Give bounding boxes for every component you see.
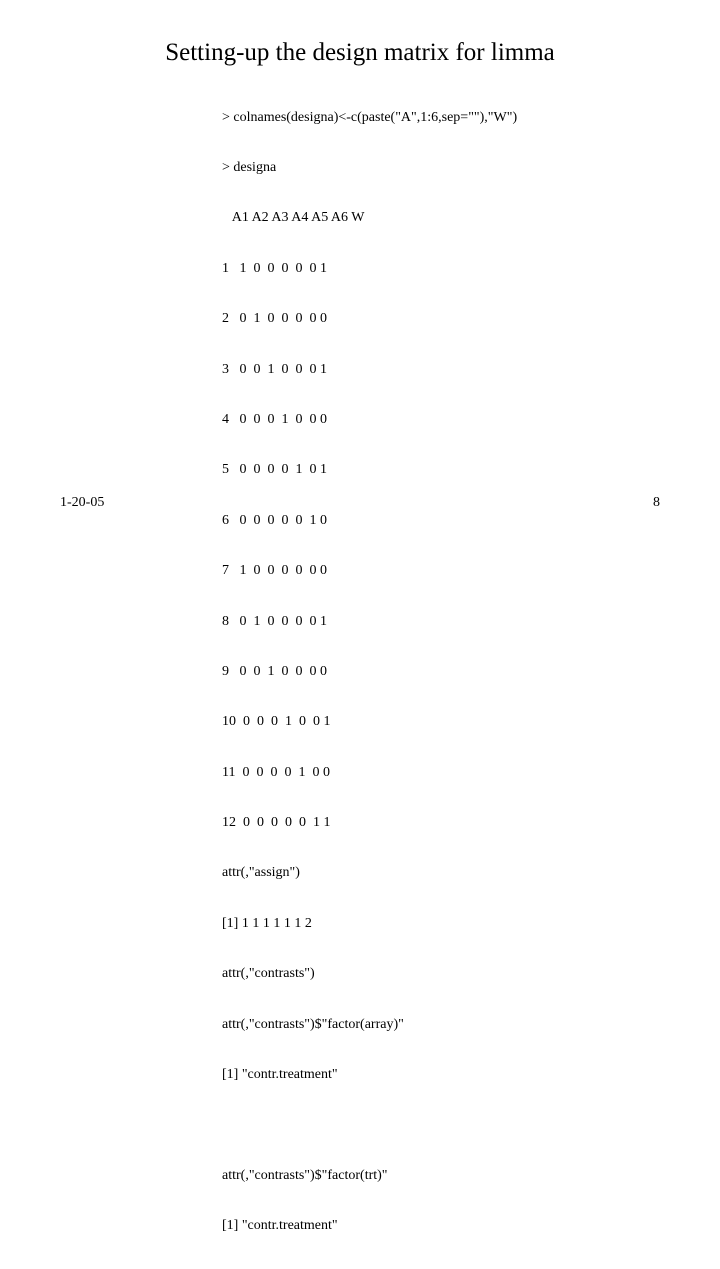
console-line: 2 0 1 0 0 0 0 0 [222,311,327,327]
console-line: 11 0 0 0 0 1 0 0 [222,764,330,780]
console-line: > colnames(designa)<-c(paste("A",1:6,sep=""),"W") [222,109,518,125]
console-line: 5 0 0 0 0 1 0 1 [222,462,327,478]
console-line: [1] "contr.treatment" [222,1067,338,1083]
console-line: 10 0 0 0 1 0 0 1 [222,714,331,730]
console-line: 4 0 0 0 1 0 0 0 [222,411,327,427]
console-line: 9 0 0 1 0 0 0 0 [222,663,327,679]
console-line: 8 0 1 0 0 0 0 1 [222,613,327,629]
console-line: A1 A2 A3 A4 A5 A6 W [222,210,365,226]
console-line: attr(,"contrasts")$"factor(trt)" [222,1167,388,1183]
console-line: attr(,"contrasts") [222,966,315,982]
console-line [222,1117,517,1134]
slide-title: Setting-up the design matrix for limma [165,39,555,66]
console-line: 3 0 0 1 0 0 0 1 [222,361,327,377]
page-number: 8 [653,495,660,510]
console-line: [1] 1 1 1 1 1 1 2 [222,915,312,931]
r-console-output [222,76,517,1269]
console-line: attr(,"assign") [222,865,300,881]
console-line: 12 0 0 0 0 0 1 1 [222,815,331,831]
console-line: [1] "contr.treatment" [222,1218,338,1234]
console-line: 1 1 0 0 0 0 0 1 [222,260,327,276]
console-line: > designa [222,159,277,175]
console-line: 7 1 0 0 0 0 0 0 [222,563,327,579]
console-line: 6 0 0 0 0 0 1 0 [222,512,327,528]
footer-date: 1-20-05 [60,495,105,510]
console-line: attr(,"contrasts")$"factor(array)" [222,1016,404,1032]
